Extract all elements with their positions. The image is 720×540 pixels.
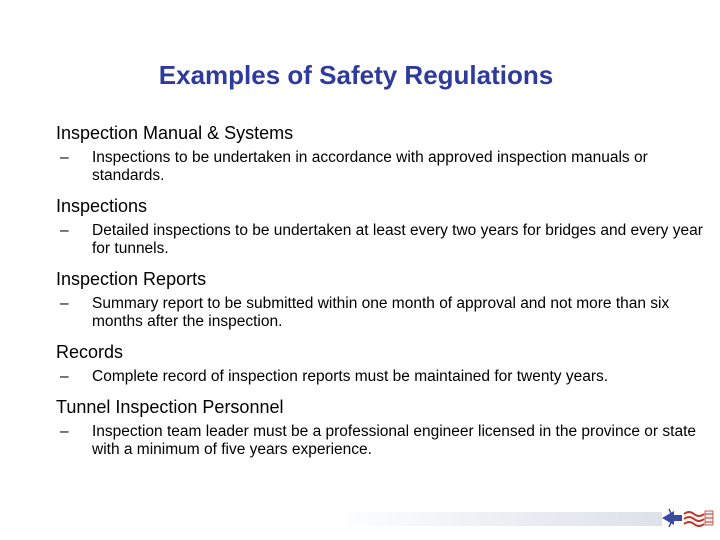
bullet-heading-personnel: Tunnel Inspection Personnel — [56, 397, 284, 417]
bullet-detail-text: Inspection team leader must be a professional engineer licensed in the province or state with a minimum of five years experience. — [92, 423, 696, 458]
slide-content — [56, 122, 706, 469]
bi-national-logo-icon — [660, 505, 714, 531]
bullet-heading-manual: Inspection Manual & Systems — [56, 123, 294, 143]
slide-title: Examples of Safety Regulations — [158, 60, 554, 90]
footer-gradient-bar — [330, 512, 662, 526]
dash-marker: – — [60, 222, 69, 239]
bullet-detail-personnel — [56, 423, 706, 459]
bullet-heading-records: Records — [56, 342, 124, 362]
logo-flag-mark — [705, 511, 713, 525]
bullet-detail-text: Summary report to be submitted within one month of approval and not more than six months after the inspection. — [92, 295, 670, 330]
bullet-detail-text: Detailed inspections to be undertaken at least every two years for bridges and every year for tunnels. — [92, 222, 703, 257]
dash-marker: – — [60, 149, 69, 166]
logo-blue-mark — [662, 509, 682, 527]
dash-marker: – — [60, 423, 69, 440]
dash-marker: – — [60, 295, 69, 312]
bullet-detail-text: Complete record of inspection reports must be maintained for twenty years. — [92, 368, 609, 385]
bullet-detail-manual — [56, 149, 706, 185]
bullet-heading-inspections: Inspections — [56, 196, 148, 216]
dash-marker: – — [60, 368, 69, 385]
logo-wave-mark — [684, 512, 704, 526]
bullet-detail-records — [56, 368, 706, 386]
bullet-detail-inspections — [56, 222, 706, 258]
bullet-detail-text: Inspections to be undertaken in accordance with approved inspection manuals or standards. — [92, 149, 648, 184]
bullet-heading-reports: Inspection Reports — [56, 269, 207, 289]
bullet-detail-reports — [56, 295, 706, 331]
